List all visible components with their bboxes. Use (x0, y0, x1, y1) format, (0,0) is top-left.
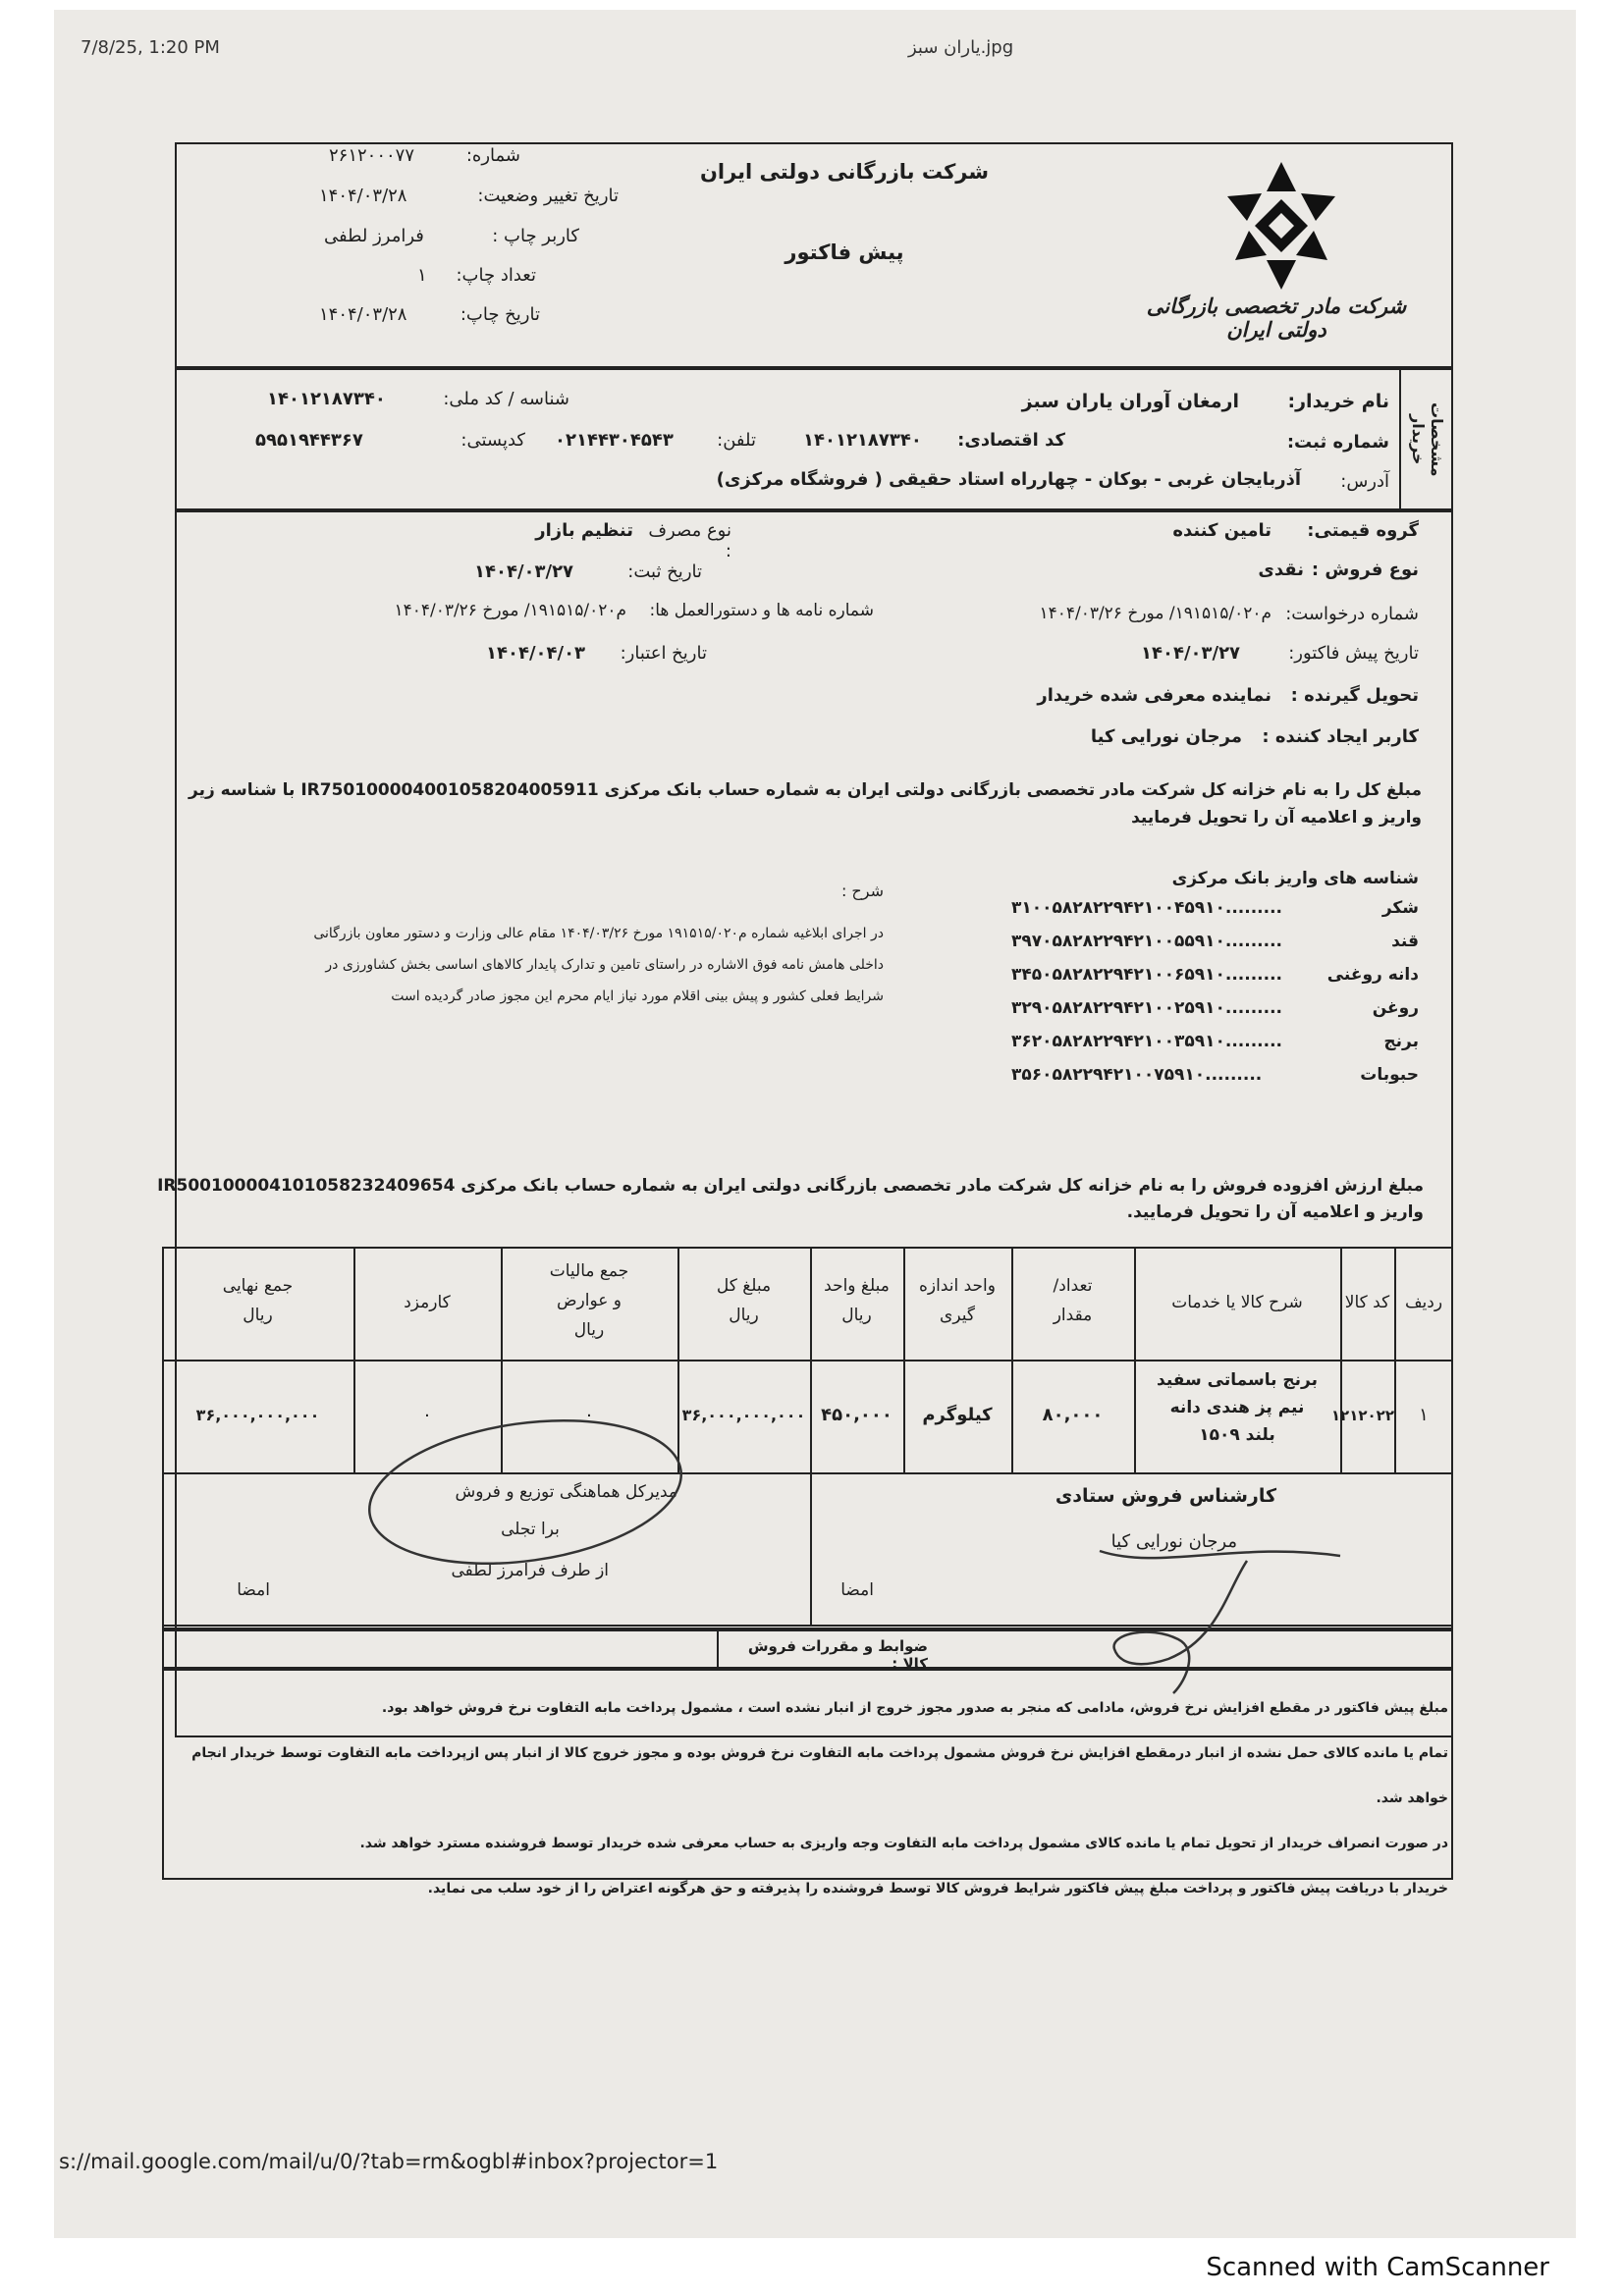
rules-title: ضوابط و مقررات فروش کالا : (747, 1637, 928, 1673)
cell-row: ۱ (1419, 1405, 1429, 1425)
deposit-id-label: شکر (1381, 898, 1419, 918)
cell-desc (1134, 1366, 1340, 1449)
rule-line-3: در صورت انصراف خریدار از تحویل تمام یا مانده کالای مشمول پرداخت مابه التفاوت وجه واریزی به حساب معرفی شده خریدار توسط فروشنده مسترد خواهد شد. (359, 1836, 1448, 1851)
cell-final: ۳۶,۰۰۰,۰۰۰,۰۰۰ (195, 1406, 320, 1424)
rule-line-1: مبلغ پیش فاکتور در مقطع افزایش نرخ فروش، مادامی که منجر به صدور مجوز خروج از انبار نشده است ، مشمول پرداخت مابه التفاوت نرخ فروش خواهد بود. (381, 1700, 1448, 1716)
deposit-id-value: ۳۶۲۰۵۸۲۸۲۲۹۴۲۱۰۰۳۵۹۱۰......... (1011, 1032, 1283, 1051)
cell-desc-line3: بلند ۱۵۰۹ (1199, 1425, 1275, 1445)
description-line-2: داخلی هامش نامه فوق الاشاره در راستای تامین و تدارک پایدار کالاهای اساسی بخش کشاورزی در (325, 957, 884, 973)
col-header-unit-line2: گیری (940, 1306, 975, 1325)
sales-expert-sign-label: امضا (840, 1580, 874, 1600)
reg-date-label: تاریخ ثبت: (627, 561, 702, 582)
manager-sign-label: امضا (237, 1580, 270, 1600)
reg-date-value: ۱۴۰۴/۰۳/۲۷ (474, 561, 574, 582)
col-header-tax-line1: جمع مالیات (549, 1261, 629, 1281)
cell-code: ۱۲۱۲۰۲۲ (1330, 1407, 1394, 1424)
validity-label: تاریخ اعتبار: (620, 643, 707, 664)
cell-desc-line1: برنج باسماتی سفید (1157, 1370, 1318, 1390)
col-header-final (162, 1271, 353, 1330)
description-text (196, 918, 884, 1012)
creator-label: کاربر ایجاد کننده : (1262, 726, 1419, 747)
letters-label: شماره نامه ها و دستورالعمل ها: (649, 601, 874, 620)
price-group-value: تامین کننده (1172, 520, 1271, 541)
meta-print-date-value: ۱۴۰۴/۰۳/۲۸ (319, 304, 407, 325)
payment-main-line1: مبلغ کل را به نام خزانه کل شرکت مادر تخصصی بازرگانی دولتی ایران به شماره حساب بانک مرکزی IR750100004001058204005911 با شناسه زیر (189, 780, 1422, 800)
deposit-id-label: قند (1391, 932, 1419, 951)
sales-expert-title: کارشناس فروش ستادی (1055, 1485, 1276, 1507)
meta-number-label: شماره: (465, 145, 520, 166)
creator-value: مرجان نورایی کیا (1090, 726, 1242, 747)
cell-unit-price: ۴۵۰,۰۰۰ (821, 1405, 893, 1425)
print-datetime: 7/8/25, 1:20 PM (81, 37, 220, 58)
manager-signature-mark (353, 1394, 707, 1629)
buyer-name-label: نام خریدار: (1287, 391, 1389, 412)
invoice-date-label: تاریخ پیش فاکتور: (1288, 643, 1419, 664)
manager-by: از طرف فرامرز لطفی (451, 1561, 609, 1580)
cell-qty: ۸۰,۰۰۰ (1042, 1405, 1104, 1425)
buyer-national-id-label: شناسه / کد ملی: (443, 389, 569, 409)
meta-print-user-value: فرامرز لطفی (324, 226, 424, 246)
deposit-id-value: ۳۴۵۰۵۸۲۸۲۲۹۴۲۱۰۰۶۵۹۱۰......... (1011, 965, 1283, 985)
rule-line-4: خریدار با دریافت پیش فاکتور و پرداخت مبلغ پیش فاکتور شرایط فروش کالا توسط فروشنده را پذیرفته و حق هرگونه اعتراض را از خود سلب می نماید. (427, 1881, 1448, 1896)
col-header-final-line1: جمع نهایی (222, 1276, 294, 1296)
deposit-id-value: ۳۹۷۰۵۸۲۸۲۲۹۴۲۱۰۰۵۵۹۱۰......... (1011, 932, 1283, 951)
col-header-unit-price-line1: مبلغ واحد (824, 1276, 890, 1296)
letters-value: م۱۹۱۵۱۵/۰۲۰/ مورخ ۱۴۰۴/۰۳/۲۶ (394, 601, 626, 620)
deposit-id-label: روغن (1372, 998, 1419, 1018)
request-no-label: شماره درخواست: (1285, 604, 1419, 624)
camscanner-watermark: Scanned with CamScanner (1206, 2253, 1549, 2282)
manager-title: مدیرکل هماهنگی توزیع و فروش (455, 1482, 677, 1502)
request-no-value: م۱۹۱۵۱۵/۰۲۰/ مورخ ۱۴۰۴/۰۳/۲۶ (1039, 604, 1271, 623)
deposit-id-value: ۳۱۰۰۵۸۲۸۲۲۹۴۲۱۰۰۴۵۹۱۰......... (1011, 898, 1283, 918)
buyer-postal-label: کدپستی: (460, 430, 525, 451)
cell-unit: کیلوگرم (922, 1405, 993, 1425)
meta-status-change-label: تاریخ تغییر وضعیت: (477, 186, 619, 206)
col-header-total-line2: ریال (729, 1306, 759, 1325)
validity-value: ۱۴۰۴/۰۴/۰۳ (486, 643, 586, 664)
meta-print-count-label: تعداد چاپ: (456, 265, 536, 286)
deposit-ids-title: شناسه های واریز بانک مرکزی (1171, 869, 1419, 888)
col-header-unit-price (810, 1271, 903, 1330)
rules-list (182, 1685, 1448, 1911)
receiver-label: تحویل گیرنده : (1290, 685, 1419, 706)
description-line-3: شرایط فعلی کشور و پیش بینی اقلام مورد نیاز ایام محرم این مجوز صادر گردیده است (391, 988, 884, 1004)
deposit-id-value: ۳۵۶۰۵۸۲۲۹۴۲۱۰۰۷۵۹۱۰......... (1011, 1065, 1263, 1085)
deposit-id-label: دانه روغنی (1326, 965, 1419, 985)
col-header-row: ردیف (1404, 1293, 1443, 1312)
buyer-address-label: آدرس: (1340, 471, 1389, 492)
deposit-id-label: برنج (1383, 1032, 1419, 1051)
sales-expert-name: مرجان نورایی کیا (1110, 1531, 1237, 1552)
payment-main-line2: واریز و اعلامیه آن را تحویل فرمایید (1131, 808, 1422, 828)
document-type: پیش فاکتور (784, 240, 904, 264)
buyer-phone-value: ۰۲۱۴۴۳۰۴۵۴۳ (555, 430, 674, 451)
buyer-national-id-value: ۱۴۰۱۲۱۸۷۳۴۰ (267, 389, 386, 409)
col-header-final-line2: ریال (243, 1306, 273, 1325)
col-header-qty-line2: مقدار (1053, 1306, 1093, 1325)
payment-vat-line2: واریز و اعلامیه آن را تحویل فرمایید. (1126, 1202, 1424, 1222)
buyer-econ-code-value: ۱۴۰۱۲۱۸۷۳۴۰ (803, 430, 922, 451)
buyer-name-value: ارمغان آوران یاران سبز (1021, 391, 1239, 412)
description-title: شرح : (840, 881, 884, 900)
col-header-unit (903, 1271, 1011, 1330)
buyer-phone-label: تلفن: (717, 430, 756, 451)
print-url: s://mail.google.com/mail/u/0/?tab=rm&ogbl#inbox?projector=1 (59, 2150, 719, 2173)
company-logo-icon (1217, 162, 1345, 290)
meta-print-count-value: ۱ (417, 265, 427, 286)
payment-vat-line1: مبلغ ارزش افزوده فروش را به نام خزانه کل شرکت مادر تخصصی بازرگانی دولتی ایران به شماره حساب بانک مرکزی IR500100004101058232409654 (157, 1176, 1424, 1196)
deposit-id-label: حبوبات (1360, 1065, 1419, 1085)
meta-print-date-label: تاریخ چاپ: (460, 304, 540, 325)
col-header-total (677, 1271, 810, 1330)
meta-print-user-label: کاربر چاپ : (492, 226, 579, 246)
sale-type-value: نقدی (1258, 560, 1304, 580)
buyer-address-value: آذربایجان غربی - بوکان - چهارراه استاد حقیقی ( فروشگاه مرکزی) (716, 469, 1301, 490)
col-header-qty-line1: تعداد/ (1053, 1276, 1093, 1296)
col-header-code: کد کالا (1344, 1293, 1390, 1312)
deposit-id-value: ۳۲۹۰۵۸۲۸۲۲۹۴۲۱۰۰۲۵۹۱۰......... (1011, 998, 1283, 1018)
receiver-value: نماینده معرفی شده خریدار (1037, 685, 1271, 706)
usage-value: تنظیم بازار (535, 520, 633, 541)
invoice-date-value: ۱۴۰۴/۰۳/۲۷ (1141, 643, 1241, 664)
col-header-tax-line2: و عوارض (556, 1291, 622, 1310)
cell-total: ۳۶,۰۰۰,۰۰۰,۰۰۰ (681, 1406, 806, 1424)
buyer-section-label: مشخصات خریدار (1409, 401, 1446, 477)
buyer-econ-code-label: کد اقتصادی: (957, 430, 1065, 451)
cell-tax: ۰ (584, 1405, 594, 1425)
col-header-qty (1011, 1271, 1134, 1330)
sale-type-label: نوع فروش : (1311, 560, 1419, 580)
description-line-1: در اجرای ابلاغیه شماره م۱۹۱۵۱۵/۰۲۰ مورخ ۱۴۰۴/۰۳/۲۶ مقام عالی وزارت و دستور معاون بازرگانی (313, 926, 884, 941)
cell-fee: ۰ (422, 1405, 432, 1425)
buyer-postal-value: ۵۹۵۱۹۴۴۳۶۷ (255, 430, 363, 451)
rule-line-2: تمام یا مانده کالای حمل نشده از انبار درمقطع افزایش نرخ فروش مشمول پرداخت مابه التفاوت نرخ فروش بوده و مجوز خروج کالا از انبار پس ازپرداخت مابه التفاوت توسط خریدار انجام خواهد شد. (191, 1745, 1448, 1806)
col-header-total-line1: مبلغ کل (716, 1276, 772, 1296)
meta-number-value: ۲۶۱۲۰۰۰۷۷ (329, 145, 415, 166)
col-header-desc: شرح کالا یا خدمات (1171, 1293, 1303, 1312)
col-header-tax (501, 1256, 677, 1345)
col-header-fee: کارمزد (404, 1293, 451, 1312)
col-header-unit-line1: واحد اندازه (919, 1276, 996, 1296)
usage-label: نوع مصرف : (648, 520, 731, 561)
meta-status-change-value: ۱۴۰۴/۰۳/۲۸ (319, 186, 407, 206)
manager-note: برا تجلی (501, 1520, 560, 1539)
company-name: شرکت بازرگانی دولتی ایران (699, 160, 990, 184)
col-header-unit-price-line2: ریال (841, 1306, 872, 1325)
print-file-title: یاران سبز.jpg (908, 37, 1014, 58)
buyer-reg-label: شماره ثبت: (1286, 432, 1389, 453)
logo-caption: شرکت مادر تخصصی بازرگانی دولتی ایران (1146, 294, 1407, 342)
col-header-tax-line3: ریال (573, 1320, 605, 1340)
price-group-label: گروه قیمتی: (1307, 520, 1419, 541)
cell-desc-line2: نیم پز هندی دانه (1169, 1398, 1305, 1417)
